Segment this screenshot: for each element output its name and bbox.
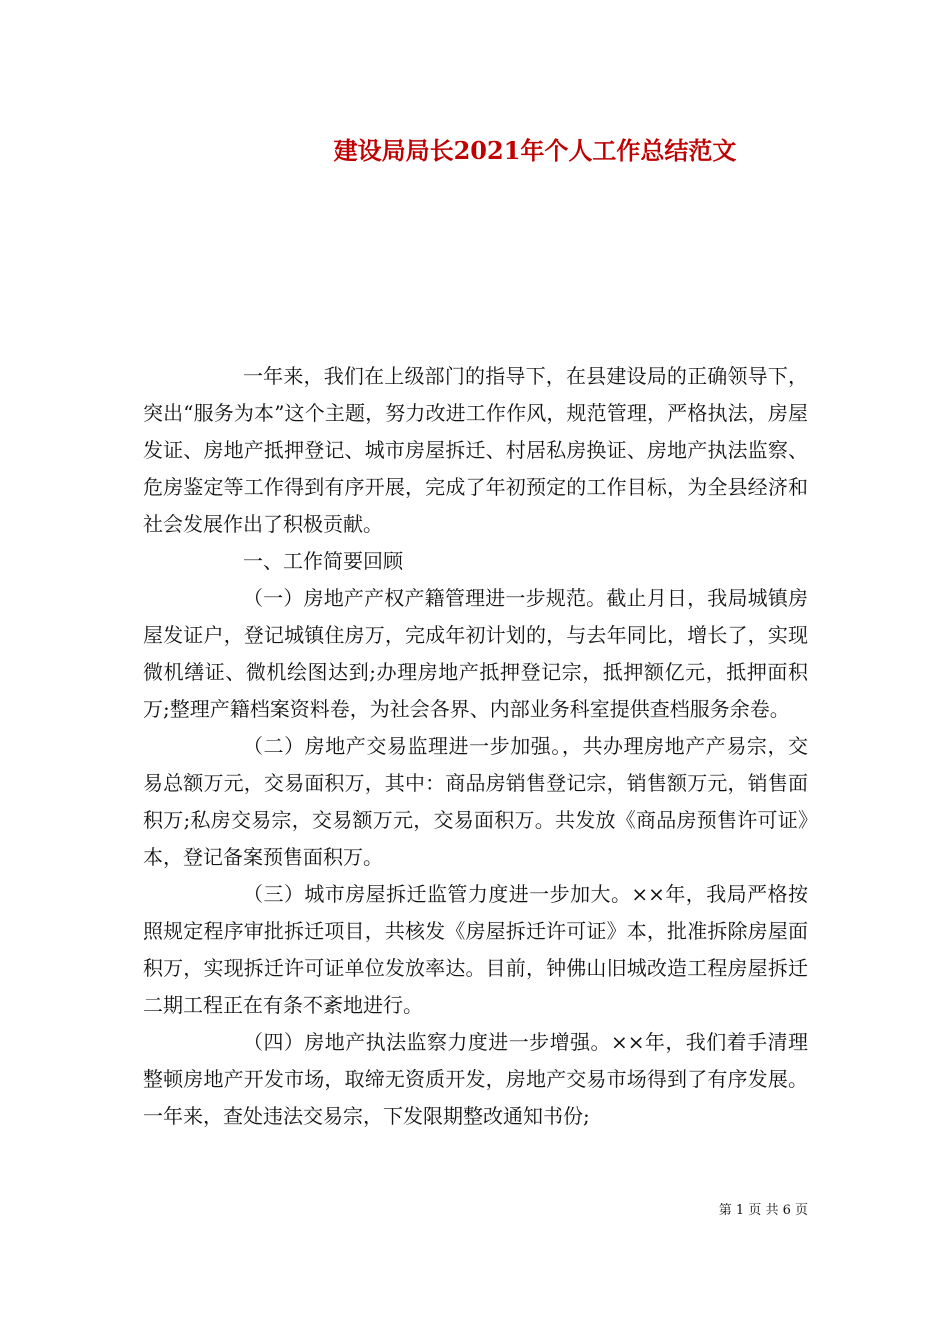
page-number-footer: 第 1 页 共 6 页	[718, 1203, 808, 1218]
section-heading-review: 一、工作简要回顾	[243, 549, 403, 573]
document-title: 建设局局长2021年个人工作总结范文	[333, 136, 737, 165]
paragraph-demolition-supervision: （三）城市房屋拆迁监管力度进一步加大。××年，我局严格按照规定程序审批拆迁项目，共核发《房屋拆迁许可证》本，批准拆除房屋面积万，实现拆迁许可证单位发放率达。目前，钟佛山旧城改造工程房屋拆迁二期工程正在有条不紊地进行。	[143, 882, 808, 1017]
paragraph-law-enforcement: （四）房地产执法监察力度进一步增强。××年，我们着手清理整顿房地产开发市场，取缔无资质开发，房地产交易市场得到了有序发展。一年来，查处违法交易宗，下发限期整改通知书份;	[143, 1030, 808, 1128]
paragraph-property-rights: （一）房地产产权产籍管理进一步规范。截止月日，我局城镇房屋发证户，登记城镇住房万，完成年初计划的，与去年同比，增长了，实现微机缮证、微机绘图达到;办理房地产抵押登记宗，抵押额亿元，抵押面积万;整理产籍档案资料卷，为社会各界、内部业务科室提供查档服务余卷。	[143, 586, 808, 721]
intro-paragraph: 一年来，我们在上级部门的指导下，在县建设局的正确领导下，突出“服务为本”这个主题，努力改进工作作风，规范管理，严格执法，房屋发证、房地产抵押登记、城市房屋拆迁、村居私房换证、房地产执法监察、危房鉴定等工作得到有序开展，完成了年初预定的工作目标，为全县经济和社会发展作出了积极贡献。	[143, 364, 808, 536]
document-body	[143, 358, 808, 1135]
paragraph-transaction-supervision: （二）房地产交易监理进一步加强。，共办理房地产产易宗，交易总额万元，交易面积万，其中：商品房销售登记宗，销售额万元，销售面积万;私房交易宗，交易额万元，交易面积万。共发放《商品房预售许可证》本，登记备案预售面积万。	[143, 734, 808, 869]
